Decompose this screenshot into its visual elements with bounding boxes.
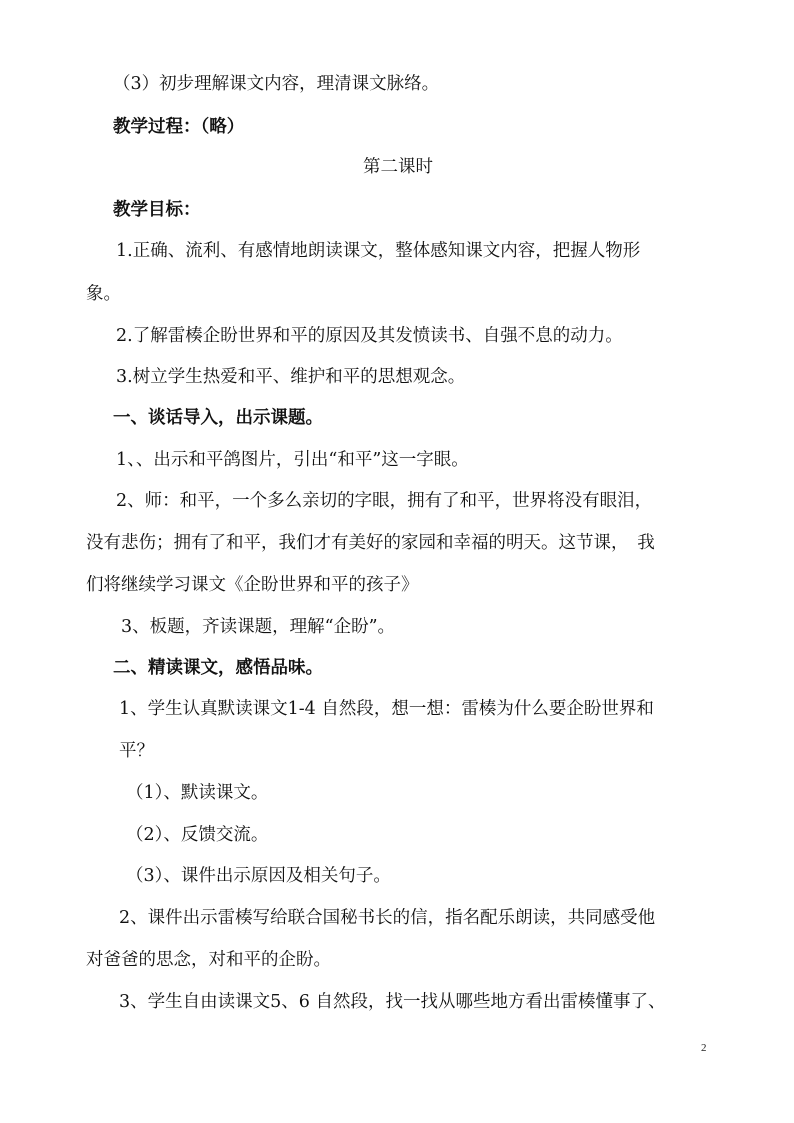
goal-1-line-2: 象。 xyxy=(86,284,121,304)
heading-part-1: 一、谈话导入，出示课题。 xyxy=(113,408,323,428)
goal-2: 2.了解雷楱企盼世界和平的原因及其发愤读书、自强不息的动力。 xyxy=(116,326,623,346)
goal-1-line-1: 1.正确、流利、有感情地朗读课文，整体感知课文内容，把握人物形 xyxy=(116,241,641,261)
substep-2: （2）、反馈交流。 xyxy=(126,825,269,845)
step-1-2-line-1: 2、师：和平，一个多么亲切的字眼，拥有了和平，世界将没有眼泪， xyxy=(116,491,653,511)
step-2-2-line-2: 对爸爸的思念，对和平的企盼。 xyxy=(86,950,331,970)
teaching-goals-heading: 教学目标： xyxy=(113,200,201,220)
step-2-3: 3、学生自由读课文5、6 自然段，找一找从哪些地方看出雷楱懂事了、 xyxy=(119,992,666,1012)
step-1-2-line-2: 没有悲伤；拥有了和平，我们才有美好的家园和幸福的明天。这节课， 我 xyxy=(86,533,655,553)
section-title-second-lesson: 第二课时 xyxy=(363,157,433,177)
objective-line-3: （3）初步理解课文内容，理清课文脉络。 xyxy=(113,74,440,94)
substep-3: （3）、课件出示原因及相关句子。 xyxy=(126,866,391,886)
step-2-1-line-1: 1、学生认真默读课文1-4 自然段，想一想：雷楱为什么要企盼世界和 xyxy=(119,699,654,719)
step-1-2-line-3: 们将继续学习课文《企盼世界和平的孩子》 xyxy=(86,575,419,595)
step-2-2-line-1: 2、课件出示雷楱写给联合国秘书长的信，指名配乐朗读，共同感受他 xyxy=(119,908,656,928)
step-1-1: 1、、出示和平鸽图片，引出“和平”这一字眼。 xyxy=(116,450,469,470)
substep-1: （1）、默读课文。 xyxy=(126,783,269,803)
heading-part-2: 二、精读课文，感悟品味。 xyxy=(113,658,323,678)
step-1-3: 3、板题，齐读课题，理解“企盼”。 xyxy=(121,617,396,637)
teaching-process-heading: 教学过程：（略） xyxy=(113,117,245,137)
step-2-1-line-2: 平？ xyxy=(119,741,154,761)
goal-3: 3.树立学生热爱和平、维护和平的思想观念。 xyxy=(116,367,466,387)
page-number: 2 xyxy=(701,1042,707,1054)
